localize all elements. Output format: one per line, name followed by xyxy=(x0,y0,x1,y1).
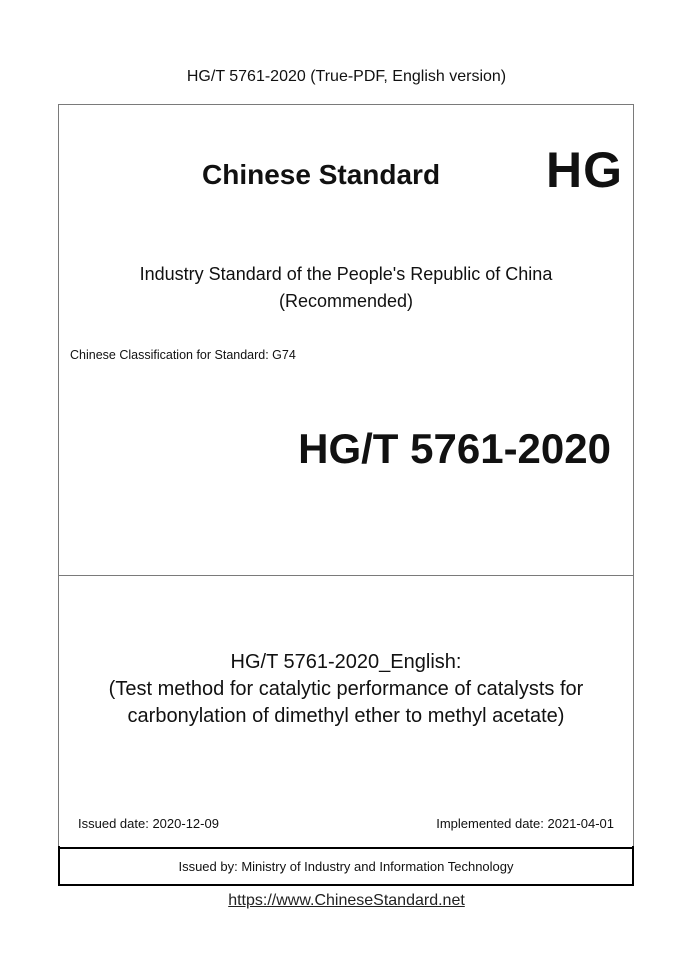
issued-by: Issued by: Ministry of Industry and Information Technology xyxy=(178,859,514,874)
cover-frame xyxy=(58,104,634,886)
title-line-1: (Test method for catalytic performance of catalysts for xyxy=(108,678,584,700)
issued-date: Issued date: 2020-12-09 xyxy=(78,816,219,831)
implemented-date: Implemented date: 2021-04-01 xyxy=(436,816,614,831)
classification-line: Chinese Classification for Standard: G74 xyxy=(70,348,296,362)
standard-number: HG/T 5761-2020 xyxy=(298,425,611,472)
document-header: HG/T 5761-2020 (True-PDF, English version) xyxy=(186,68,507,85)
website-link[interactable]: https://www.ChineseStandard.net xyxy=(228,892,465,909)
frame-bottom-border xyxy=(58,884,634,886)
frame-right-border xyxy=(632,846,634,886)
website-link-container xyxy=(0,892,693,910)
industry-standard-line: Industry Standard of the People's Republic of China xyxy=(139,264,553,284)
document-title xyxy=(59,649,633,730)
recommended-line: (Recommended) xyxy=(278,291,414,311)
frame-left-border xyxy=(58,846,60,886)
hg-mark: HG xyxy=(546,142,623,198)
title-line-code: HG/T 5761-2020_English: xyxy=(230,651,462,673)
title-line-2: carbonylation of dimethyl ether to methyl acetate) xyxy=(127,705,565,727)
issuer-box xyxy=(59,847,633,887)
section-divider xyxy=(59,575,633,576)
industry-standard-heading xyxy=(59,261,633,315)
chinese-standard-heading: Chinese Standard xyxy=(202,159,441,190)
